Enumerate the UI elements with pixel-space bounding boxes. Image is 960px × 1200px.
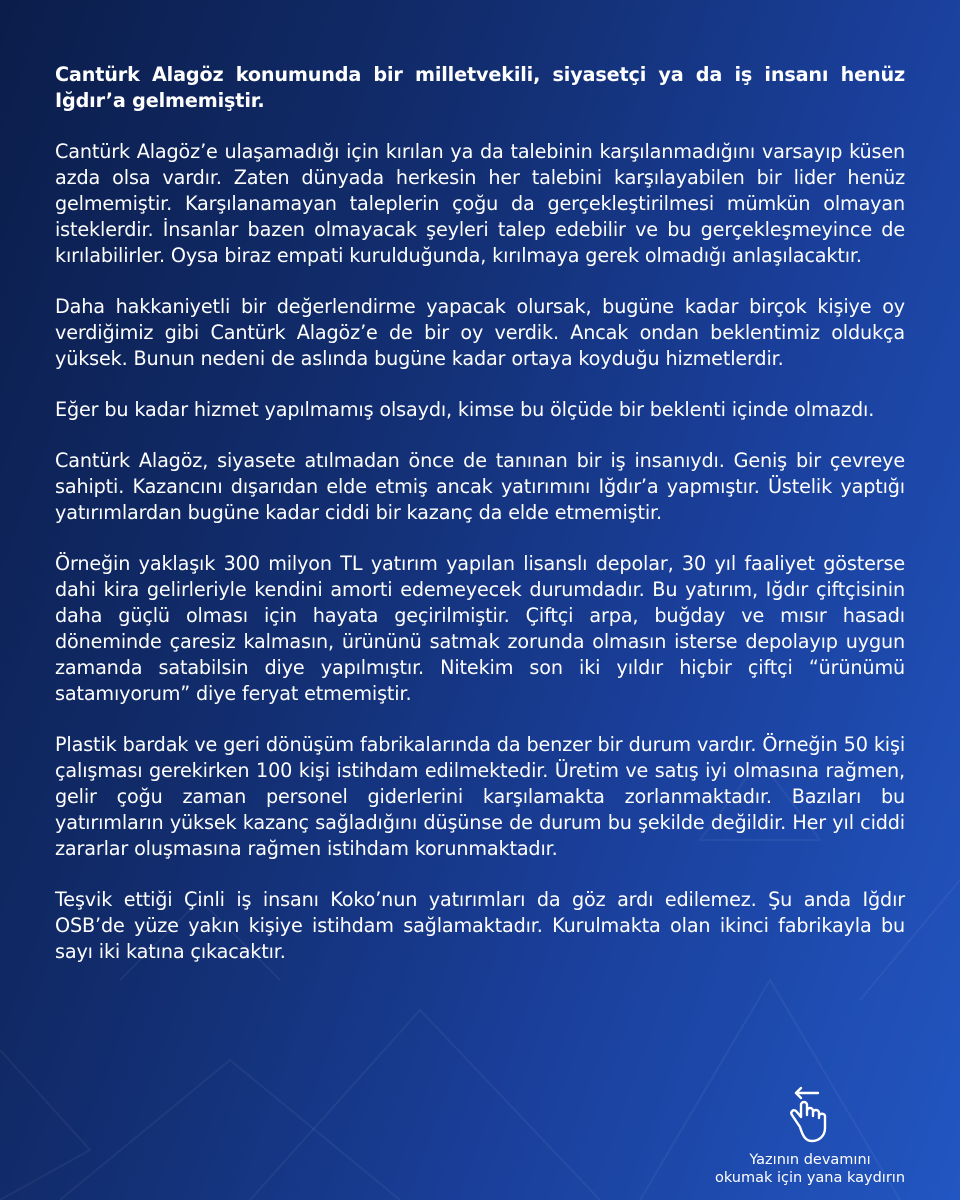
paragraph: Örneğin yaklaşık 300 milyon TL yatırım yapılan lisanslı depolar, 30 yıl faaliyet gösterse dahi kira gelirleriyle kendini amorti edemeyecek durumdadır. Bu yatırım, Iğdır çiftçisinin daha güçlü olması için hayata geçirilmiştir. Çiftçi arpa, buğday ve mısır hasadı döneminde çaresiz kalmasın, ürününü satmak zorunda olmasın isterse depolayıp uygun zamanda satabilsin diye yapılmıştır. Nitekim son iki yıldır hiçbir çiftçi “ürünümü satamıyorum” diye feryat etmemiştir.	[55, 552, 905, 705]
lead-paragraph: Cantürk Alagöz konumunda bir milletvekili, siyasetçi ya da iş insanı henüz Iğdır’a gelmemiştir.	[55, 63, 905, 112]
paragraph: Cantürk Alagöz’e ulaşamadığı için kırılan ya da talebinin karşılanmadığını varsayıp küsen azda olsa vardır. Zaten dünyada herkesin her talebini karşılayabilen bir lider henüz gelmemiştir. Karşılanamayan taleplerin çoğu da gerçekleştirilmesi mümkün olmayan isteklerdir. İnsanlar bazen olmayacak şeyleri talep edebilir ve bu gerçekleşmeyince de kırılabilirler. Oysa biraz empati kurulduğunda, kırılmaya gerek olmadığı anlaşılacaktır.	[55, 140, 905, 267]
paragraph: Daha hakkaniyetli bir değerlendirme yapacak olursak, bugüne kadar birçok kişiye oy verdiğimiz gibi Cantürk Alagöz’e de bir oy verdik. Ancak ondan beklentimiz oldukça yüksek. Bunun nedeni de aslında bugüne kadar ortaya koyduğu hizmetlerdir.	[55, 295, 905, 370]
paragraph: Eğer bu kadar hizmet yapılmamış olsaydı, kimse bu ölçüde bir beklenti içinde olmazdı.	[55, 398, 875, 421]
paragraph: Plastik bardak ve geri dönüşüm fabrikalarında da benzer bir durum vardır. Örneğin 50 kişi çalışması gerekirken 100 kişi istihdam edilmektedir. Üretim ve satış iyi olmasına rağmen, gelir çoğu zaman personel giderlerini karşılamakta zorlanmaktadır. Bazıları bu yatırımların yüksek kazanç sağladığını düşünse de durum bu şekilde değildir. Her yıl ciddi zararlar oluşmasına rağmen istihdam korunmaktadır.	[55, 733, 905, 860]
article-body	[55, 62, 905, 990]
swipe-hint	[700, 1085, 920, 1187]
swipe-hint-line-2: okumak için yana kaydırın	[714, 1170, 906, 1186]
swipe-hand-icon	[782, 1085, 838, 1145]
paragraph: Cantürk Alagöz, siyasete atılmadan önce de tanınan bir iş insanıydı. Geniş bir çevreye sahipti. Kazancını dışarıdan elde etmiş ancak yatırımını Iğdır’a yapmıştır. Üstelik yaptığı yatırımlardan bugüne kadar ciddi bir kazanç da elde etmemiştir.	[55, 449, 905, 524]
swipe-hint-line-1: Yazının devamını	[749, 1152, 871, 1168]
paragraph: Teşvik ettiği Çinli iş insanı Koko’nun yatırımları da göz ardı edilemez. Şu anda Iğdır OSB’de yüze yakın kişiye istihdam sağlamaktadır. Kurulmakta olan ikinci fabrikayla bu sayı iki katına çıkacaktır.	[55, 888, 905, 963]
